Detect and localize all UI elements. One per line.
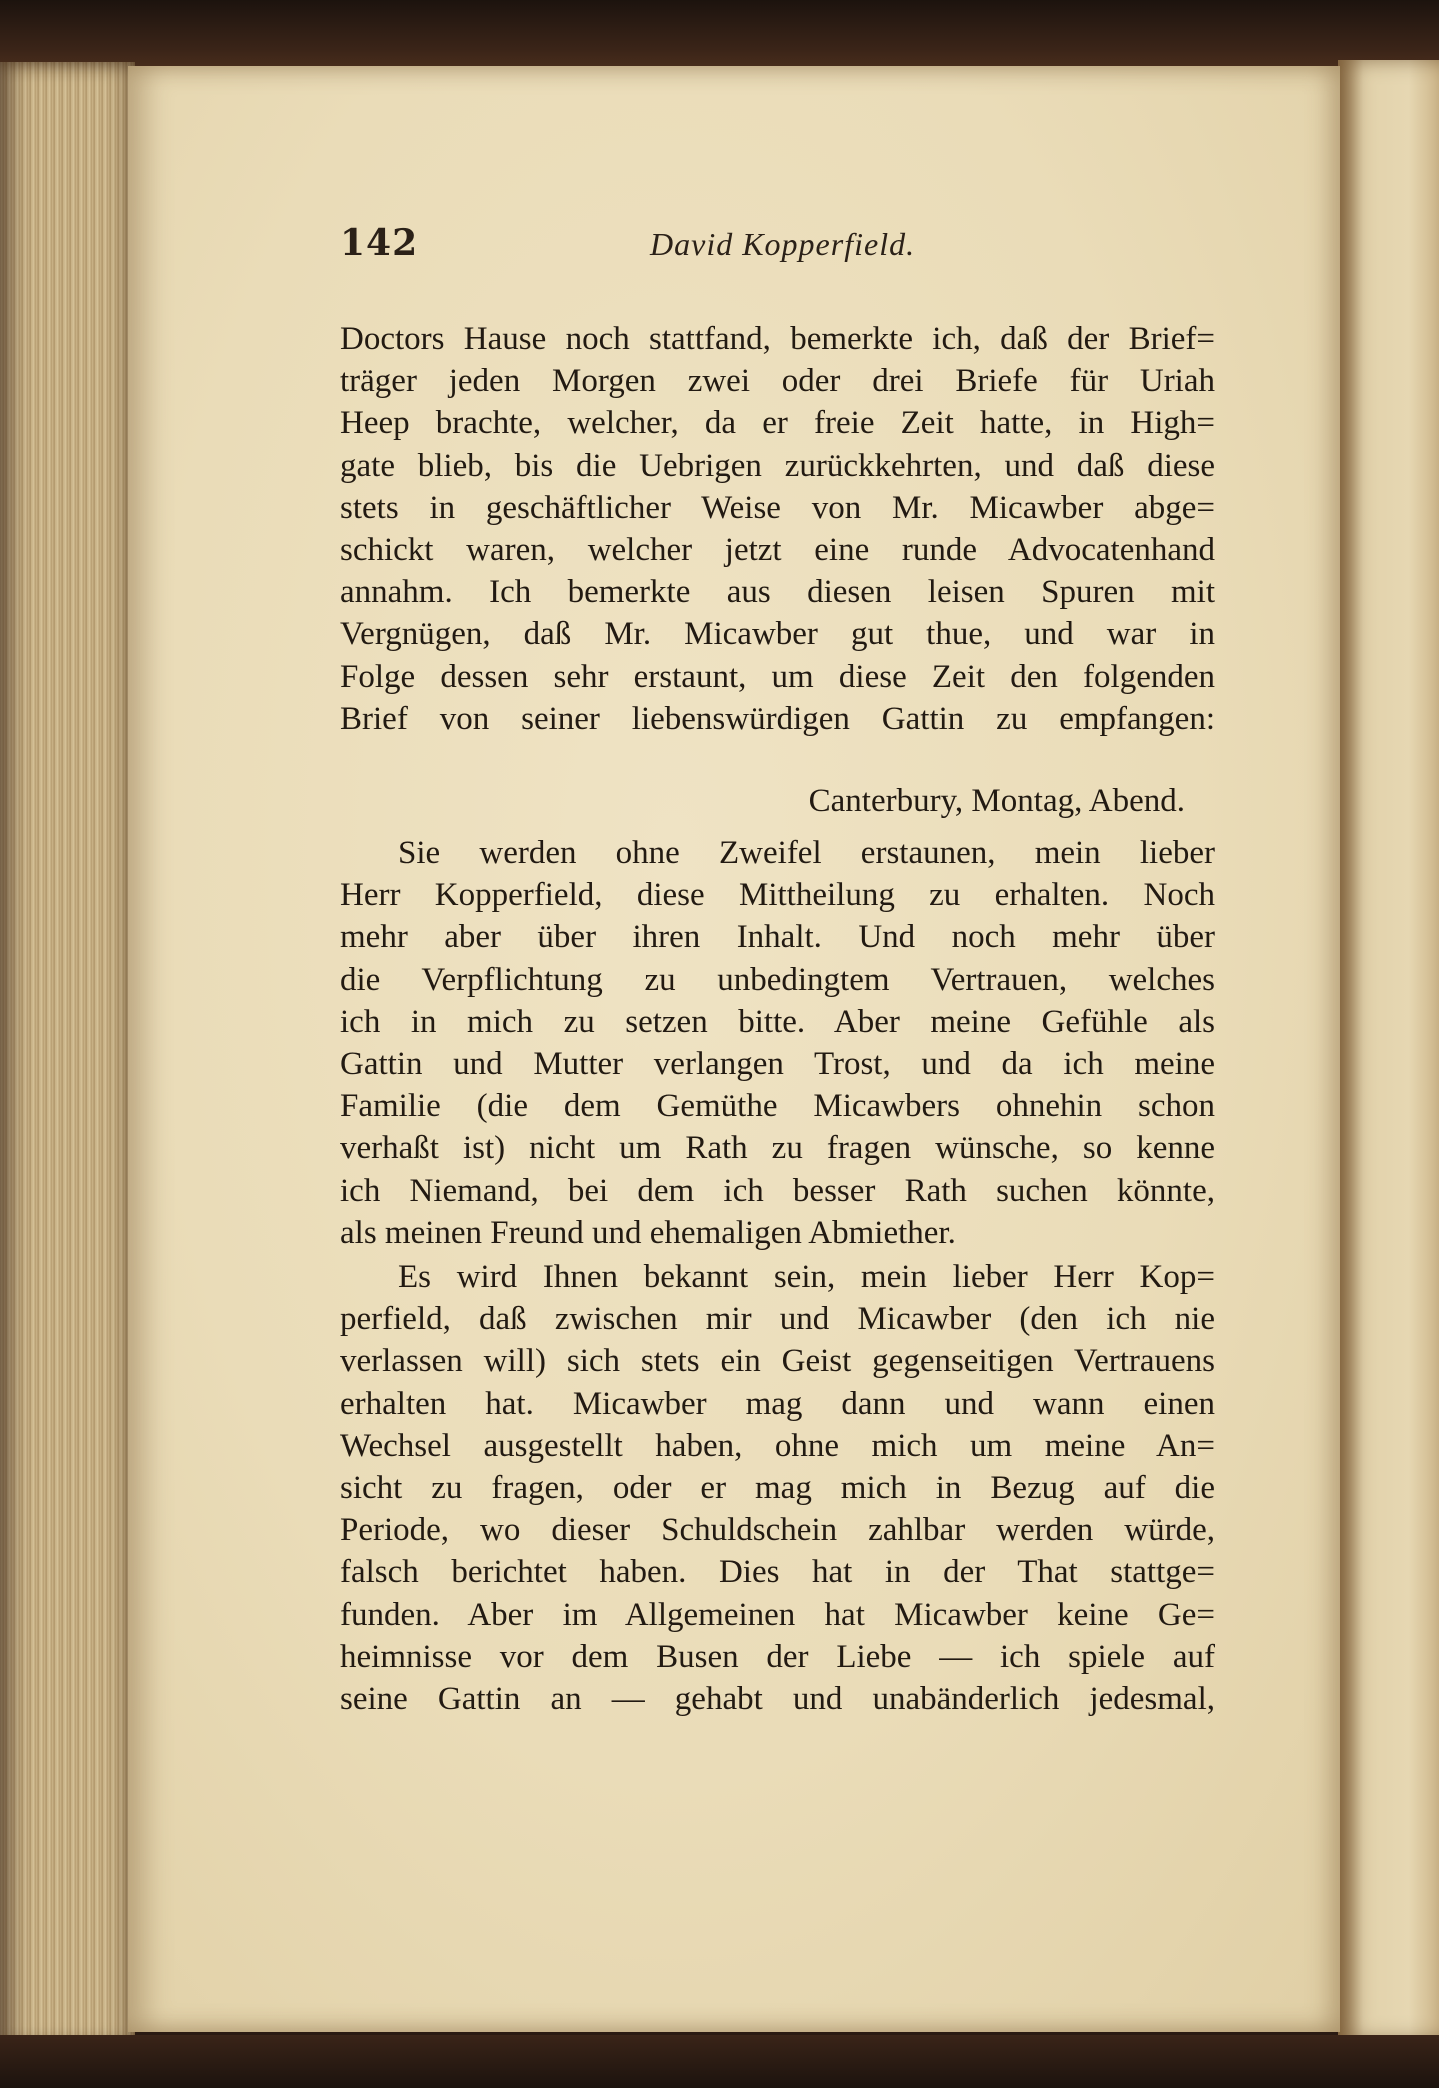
text-line: träger jeden Morgen zwei oder drei Briefe für Uriah — [340, 363, 1215, 400]
text-line: Sie werden ohne Zweifel erstaunen, mein lieber — [398, 835, 1215, 871]
letter-paragraph-2 — [340, 1256, 1215, 1720]
page-stack-edge — [0, 62, 135, 2047]
text-line: Es wird Ihnen bekannt sein, mein lieber Herr Kop= — [398, 1259, 1215, 1295]
text-line: die Verpflichtung zu unbedingtem Vertrauen, welches — [340, 961, 1215, 998]
text-line: Familie (die dem Gemüthe Micawbers ohnehin schon — [340, 1088, 1215, 1125]
page-number: 142 — [340, 222, 419, 264]
text-line: stets in geschäftlicher Weise von Mr. Micawber abge= — [340, 489, 1215, 526]
text-line: gate blieb, bis die Uebrigen zurückkehrten, und daß diese — [340, 447, 1215, 484]
paragraph-continuation — [340, 318, 1215, 740]
book-top-edge — [0, 0, 1439, 70]
running-title: David Kopperfield. — [650, 226, 916, 262]
text-line: heimnisse vor dem Busen der Liebe — ich spiele auf — [340, 1638, 1215, 1675]
text-line: Folge dessen sehr erstaunt, um diese Zeit den folgenden — [340, 658, 1215, 695]
text-line: Doctors Hause noch stattfand, bemerkte ich, daß der Brief= — [340, 321, 1215, 357]
letter-dateline: Canterbury, Montag, Abend. — [808, 783, 1185, 819]
text-line: mehr aber über ihren Inhalt. Und noch mehr über — [340, 919, 1215, 956]
text-line: verlassen will) sich stets ein Geist gegenseitigen Vertrauens — [340, 1343, 1215, 1380]
facing-page-edge — [1338, 60, 1439, 2040]
text-line: schickt waren, welcher jetzt eine runde Advocatenhand — [340, 531, 1215, 568]
text-line: Periode, wo dieser Schuldschein zahlbar werden würde, — [340, 1512, 1215, 1549]
book-bottom-edge — [0, 2035, 1439, 2088]
text-line: falsch berichtet haben. Dies hat in der That stattge= — [340, 1554, 1215, 1591]
text-line: perfield, daß zwischen mir und Micawber (den ich nie — [340, 1301, 1215, 1338]
text-line: seine Gattin an — gehabt und unabänderlich jedesmal, — [340, 1680, 1215, 1717]
text-line: Brief von seiner liebenswürdigen Gattin zu empfangen: — [340, 700, 1215, 737]
text-line: Heep brachte, welcher, da er freie Zeit hatte, in High= — [340, 405, 1215, 442]
text-line: erhalten hat. Micawber mag dann und wann einen — [340, 1385, 1215, 1422]
text-line: Herr Kopperfield, diese Mittheilung zu erhalten. Noch — [340, 877, 1215, 914]
text-line: funden. Aber im Allgemeinen hat Micawber keine Ge= — [340, 1596, 1215, 1633]
letter-paragraph-1 — [340, 832, 1215, 1254]
text-line: ich Niemand, bei dem ich besser Rath suchen könnte, — [340, 1172, 1215, 1209]
text-line: Gattin und Mutter verlangen Trost, und da ich meine — [340, 1045, 1215, 1082]
text-line: als meinen Freund und ehemaligen Abmiether. — [340, 1214, 956, 1251]
text-line: verhaßt ist) nicht um Rath zu fragen wünsche, so kenne — [340, 1130, 1215, 1167]
text-line: annahm. Ich bemerkte aus diesen leisen Spuren mit — [340, 574, 1215, 611]
page-header — [340, 222, 1220, 272]
text-line: Wechsel ausgestellt haben, ohne mich um meine An= — [340, 1427, 1215, 1464]
text-line: Vergnügen, daß Mr. Micawber gut thue, und war in — [340, 616, 1215, 653]
text-line: sicht zu fragen, oder er mag mich in Bezug auf die — [340, 1469, 1215, 1506]
text-line: ich in mich zu setzen bitte. Aber meine Gefühle als — [340, 1003, 1215, 1040]
